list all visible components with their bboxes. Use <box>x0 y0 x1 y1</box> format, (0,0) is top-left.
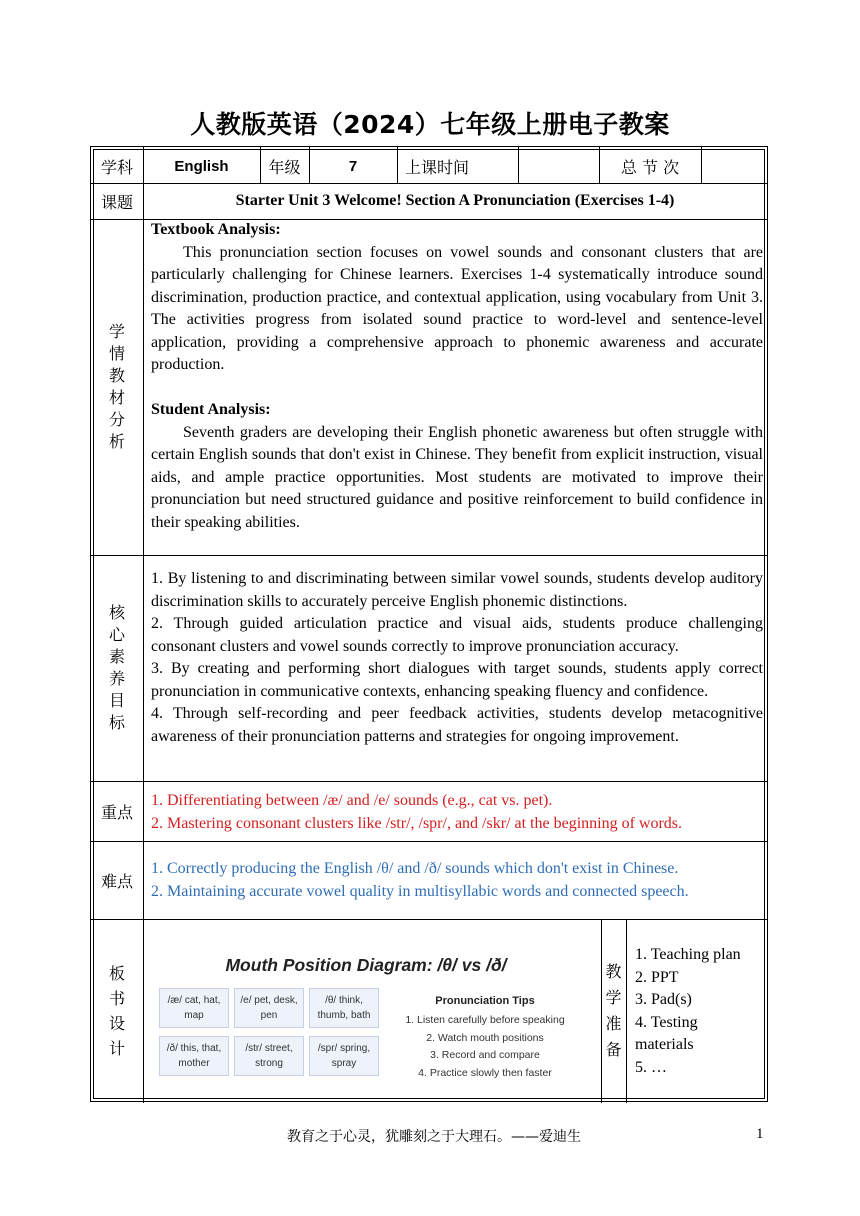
key-points-content <box>151 790 763 835</box>
objectives-content <box>151 568 763 748</box>
objectives-label-line: 素养 <box>108 647 125 688</box>
key-point-item: 1. Differentiating between /æ/ and /e/ sounds (e.g., cat vs. pet). <box>151 792 553 809</box>
teaching-prep-item: 2. PPT <box>635 968 679 986</box>
sound-box-line: mother <box>178 1058 210 1069</box>
sound-box-line: /ð/ this, that, <box>166 1043 222 1054</box>
objectives-label-line: 目标 <box>108 691 125 732</box>
teaching-prep-item: 5. … <box>635 1058 667 1076</box>
pronunciation-tip: 4. Practice slowly then faster <box>418 1067 552 1079</box>
grade-label: 年级 <box>268 157 301 177</box>
sound-box <box>234 988 304 1028</box>
sound-box <box>159 1036 229 1076</box>
total-periods-label: 总 节 次 <box>620 157 680 177</box>
objectives-label-line: 核心 <box>108 603 125 644</box>
footer-quote: 教育之于心灵，犹雕刻之于大理石。——爱迪生 <box>287 1129 581 1145</box>
teaching-prep-label-char: 准 <box>605 1014 622 1033</box>
objective-item: 1. By listening to and discriminating between similar vowel sounds, students develop auditory discrimination skills to accurately perceive English phonemic distinctions. <box>151 570 763 610</box>
teaching-prep-label-char: 备 <box>605 1040 622 1059</box>
key-point-item: 2. Mastering consonant clusters like /str/, /spr/, and /skr/ at the beginning of words. <box>151 814 683 832</box>
difficult-points-content <box>151 858 763 903</box>
teaching-prep-label-char: 学 <box>605 988 622 1007</box>
class-time-label: 上课时间 <box>405 157 470 177</box>
objectives-label <box>91 555 143 781</box>
page-number: 1 <box>756 1126 764 1142</box>
sound-box-line: /e/ pet, desk, <box>240 995 298 1006</box>
analysis-content <box>151 219 763 534</box>
student-analysis-heading: Student Analysis: <box>151 401 271 418</box>
board-design-label-char: 设 <box>108 1014 125 1033</box>
teaching-prep-label-char: 教 <box>605 962 622 981</box>
mouth-position-diagram <box>157 951 580 1077</box>
objective-item: 3. By creating and performing short dialogues with target sounds, students apply correct pronunciation in communicative contexts, enhancing speaking fluency and confidence. <box>151 660 763 700</box>
textbook-analysis-text: This pronunciation section focuses on vowel sounds and consonant clusters that are particularly challenging for Chinese learners. Exercises 1-4 systematically introduce sound discrimination, production practice, and contextual application, using vocabulary from Unit 3. The activities progress from isolated sound practice to word-level and sentence-level application, providing a comprehensive approach to phonemic awareness and accurate production. <box>151 243 763 373</box>
teaching-prep-item: 1. Teaching plan <box>635 946 741 963</box>
class-time-value <box>518 149 599 183</box>
topic-value: Starter Unit 3 Welcome! Section A Pronunciation (Exercises 1-4) <box>235 192 675 209</box>
sound-box-line: strong <box>255 1058 283 1069</box>
pronunciation-tip: 2. Watch mouth positions <box>426 1032 544 1044</box>
document-title: 人教版英语（2024）七年级上册电子教案 <box>190 110 670 139</box>
board-design-label <box>91 919 143 1103</box>
teaching-prep-item: 3. Pad(s) <box>635 991 692 1008</box>
sound-box-line: /θ/ think, <box>325 995 363 1006</box>
difficult-point-item: 2. Maintaining accurate vowel quality in multisyllabic words and connected speech. <box>151 882 689 900</box>
analysis-label <box>91 219 143 555</box>
sound-box-line: /spr/ spring, <box>317 1043 371 1054</box>
board-design-label-char: 板 <box>108 964 125 983</box>
sound-box-line: pen <box>260 1010 278 1021</box>
sound-box-line: spray <box>331 1058 357 1069</box>
sound-box-line: /æ/ cat, hat, <box>167 995 221 1006</box>
difficult-point-item: 1. Correctly producing the English /θ/ and /ð/ sounds which don't exist in Chinese. <box>151 860 679 877</box>
teaching-prep-item: materials <box>635 1036 694 1053</box>
board-design-label-char: 计 <box>108 1039 125 1058</box>
key-points-label: 重点 <box>100 802 133 822</box>
difficult-points-label: 难点 <box>100 871 133 891</box>
sound-box <box>309 1036 379 1076</box>
sound-box-line: map <box>184 1010 204 1021</box>
analysis-label-line: 学情 <box>108 322 125 363</box>
pronunciation-tip: 1. Listen carefully before speaking <box>405 1014 565 1026</box>
sound-box <box>309 988 379 1028</box>
pronunciation-tips-heading: Pronunciation Tips <box>435 995 535 1007</box>
teaching-prep-list <box>635 944 765 1079</box>
sound-box-line: thumb, bath <box>317 1010 371 1021</box>
teaching-prep-label <box>601 919 626 1103</box>
pronunciation-tip: 3. Record and compare <box>430 1049 540 1061</box>
textbook-analysis-heading: Textbook Analysis: <box>151 221 281 238</box>
grade-value: 7 <box>348 157 358 175</box>
sound-box <box>234 1036 304 1076</box>
objective-item: 2. Through guided articulation practice and visual aids, students produce challenging consonant clusters and vowel sounds correctly to improve pronunciation accuracy. <box>151 615 763 655</box>
diagram-title: Mouth Position Diagram: /θ/ vs /ð/ <box>225 955 507 975</box>
subject-value: English <box>174 157 229 175</box>
student-analysis-text: Seventh graders are developing their English phonetic awareness but often struggle with certain English sounds that don't exist in Chinese. They benefit from explicit instruction, visual aids, and ample practice opportunities. Most students are motivated to improve their pronunciation but need structured guidance and positive reinforcement to build confidence in their speaking abilities. <box>151 423 763 531</box>
sound-box-line: /str/ street, <box>245 1043 293 1054</box>
subject-label: 学科 <box>100 157 133 177</box>
objective-item: 4. Through self-recording and peer feedback activities, students develop metacognitive awareness of their pronunciation patterns and strategies for ongoing improvement. <box>151 705 763 745</box>
topic-label: 课题 <box>100 192 133 212</box>
sound-box <box>159 988 229 1028</box>
analysis-label-line: 教材 <box>108 366 125 407</box>
teaching-prep-item: 4. Testing <box>635 1013 698 1031</box>
analysis-label-line: 分析 <box>108 410 125 451</box>
total-periods-value <box>701 149 767 183</box>
board-design-label-char: 书 <box>108 989 125 1008</box>
